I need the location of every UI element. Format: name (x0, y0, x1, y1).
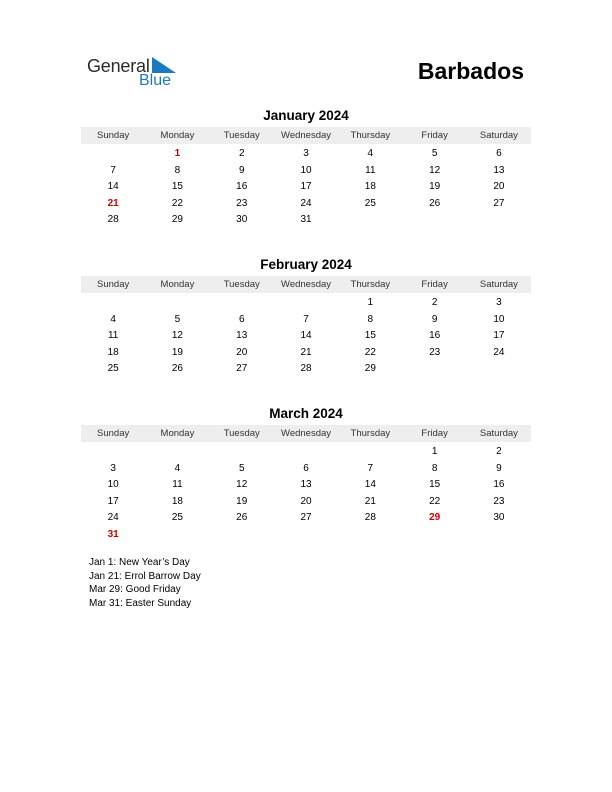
day-cell: 4 (367, 148, 374, 159)
day-cell: 14 (107, 181, 119, 192)
day-cell: 14 (364, 479, 376, 490)
weekday-label: Thursday (338, 276, 402, 293)
weekday-label: Sunday (81, 276, 145, 293)
day-cell: 17 (493, 330, 505, 341)
day-cell: 20 (493, 181, 505, 192)
day-cell: 5 (431, 148, 438, 159)
day-cell: 2 (431, 297, 438, 308)
day-cell: 8 (367, 313, 374, 325)
day-cell: 30 (493, 512, 505, 523)
week-row (81, 179, 531, 196)
month-title: January 2024 (263, 108, 349, 123)
day-cell: 27 (236, 363, 248, 374)
holiday-entry: Jan 21: Errol Barrow Day (89, 570, 201, 582)
day-cell: 21 (107, 197, 119, 209)
weekday-label: Tuesday (210, 425, 274, 442)
day-cell: 28 (364, 512, 376, 523)
day-cell: 19 (429, 181, 441, 192)
day-cell: 29 (364, 363, 376, 374)
day-cell: 29 (171, 214, 183, 225)
empty-day-cell (81, 444, 145, 461)
day-cell: 29 (429, 512, 441, 523)
month-title: February 2024 (260, 257, 352, 272)
month-february (81, 256, 531, 378)
empty-day-cell (467, 212, 531, 229)
day-cell: 30 (236, 214, 248, 225)
day-cell: 31 (107, 528, 119, 540)
week-row (81, 295, 531, 312)
day-cell: 13 (236, 330, 248, 341)
empty-day-cell (145, 444, 209, 461)
week-row (81, 510, 531, 527)
day-cell: 8 (431, 462, 438, 474)
weekday-label: Saturday (467, 425, 531, 442)
week-row (81, 312, 531, 329)
day-cell: 19 (171, 346, 183, 358)
day-cell: 28 (107, 214, 119, 225)
weekday-label: Thursday (338, 425, 402, 442)
week-row (81, 494, 531, 511)
day-cell: 10 (107, 479, 119, 490)
logo-blue-text: Blue (139, 72, 172, 89)
day-cell: 12 (236, 479, 248, 490)
day-cell: 2 (238, 148, 245, 159)
day-cell: 24 (300, 197, 312, 209)
day-cell: 18 (171, 495, 183, 507)
day-cell: 24 (107, 512, 119, 523)
day-cell: 18 (364, 181, 376, 192)
week-row (81, 477, 531, 494)
day-cell: 5 (238, 462, 245, 474)
day-cell: 1 (431, 446, 438, 457)
weekday-label: Tuesday (210, 127, 274, 144)
day-cell: 15 (171, 181, 183, 192)
weekday-label: Wednesday (274, 276, 338, 293)
empty-day-cell (210, 444, 274, 461)
logo-general-text: General (87, 56, 150, 76)
week-row (81, 361, 531, 378)
empty-day-cell (145, 527, 209, 544)
week-row (81, 163, 531, 180)
holiday-entry: Jan 1: New Year’s Day (89, 557, 190, 568)
day-cell: 20 (236, 346, 248, 358)
weekday-label: Monday (145, 276, 209, 293)
week-row (81, 444, 531, 461)
empty-day-cell (274, 295, 338, 312)
day-cell: 4 (110, 313, 116, 325)
day-cell: 16 (493, 479, 505, 490)
day-cell: 3 (303, 148, 309, 159)
empty-day-cell (402, 361, 466, 378)
day-cell: 23 (236, 197, 248, 209)
empty-day-cell (274, 444, 338, 461)
day-cell: 1 (367, 297, 374, 308)
day-cell: 1 (174, 148, 181, 159)
day-cell: 25 (107, 363, 119, 374)
logo-triangle-icon (152, 57, 176, 73)
day-cell: 22 (171, 197, 183, 209)
empty-day-cell (81, 295, 145, 312)
day-cell: 23 (493, 495, 505, 507)
empty-day-cell (402, 527, 466, 544)
weekday-label: Saturday (467, 276, 531, 293)
empty-day-cell (81, 146, 145, 163)
weekday-label: Tuesday (210, 276, 274, 293)
week-row (81, 196, 531, 213)
day-cell: 19 (236, 495, 248, 507)
day-cell: 11 (365, 164, 376, 176)
month-january (81, 107, 531, 229)
empty-day-cell (338, 527, 402, 544)
day-cell: 17 (107, 495, 119, 507)
day-cell: 14 (300, 330, 312, 341)
day-cell: 31 (300, 214, 312, 225)
weekday-label: Thursday (338, 127, 402, 144)
weekday-header-row (81, 276, 531, 293)
week-row (81, 461, 531, 478)
day-cell: 26 (236, 512, 248, 523)
day-cell: 25 (171, 512, 183, 523)
day-cell: 6 (238, 313, 245, 325)
weekday-label: Wednesday (274, 127, 338, 144)
day-cell: 27 (300, 512, 312, 523)
day-cell: 16 (429, 330, 441, 341)
day-cell: 26 (171, 363, 183, 374)
weekday-label: Sunday (81, 127, 145, 144)
day-cell: 17 (300, 181, 312, 192)
weekday-label: Wednesday (274, 425, 338, 442)
weekday-header-row (81, 127, 531, 144)
empty-day-cell (467, 527, 531, 544)
day-cell: 26 (429, 197, 441, 209)
empty-day-cell (338, 444, 402, 461)
day-cell: 22 (364, 346, 376, 358)
empty-day-cell (210, 295, 274, 312)
day-cell: 15 (364, 330, 376, 341)
empty-day-cell (402, 212, 466, 229)
day-cell: 7 (367, 462, 374, 474)
weekday-label: Monday (145, 127, 209, 144)
day-cell: 7 (110, 164, 116, 176)
weekday-label: Friday (402, 276, 466, 293)
day-cell: 6 (303, 462, 309, 474)
month-title: March 2024 (269, 406, 343, 421)
day-cell: 16 (236, 181, 248, 192)
day-cell: 5 (174, 313, 181, 325)
holiday-entry: Mar 31: Easter Sunday (89, 597, 192, 609)
month-march (81, 405, 531, 543)
weekday-label: Friday (402, 425, 466, 442)
day-cell: 11 (107, 330, 119, 341)
week-row (81, 212, 531, 229)
day-cell: 21 (300, 346, 312, 358)
day-cell: 28 (300, 363, 312, 374)
day-cell: 4 (174, 462, 181, 474)
weekday-label: Sunday (81, 425, 145, 442)
weekday-header-row (81, 425, 531, 442)
logo (87, 56, 187, 92)
day-cell: 8 (174, 164, 181, 176)
day-cell: 23 (429, 346, 441, 358)
weekday-label: Saturday (467, 127, 531, 144)
day-cell: 3 (496, 297, 502, 308)
week-row (81, 527, 531, 544)
day-cell: 9 (238, 164, 245, 176)
day-cell: 15 (429, 479, 441, 490)
weekday-label: Monday (145, 425, 209, 442)
week-row (81, 146, 531, 163)
day-cell: 13 (493, 164, 505, 176)
day-cell: 25 (364, 197, 376, 209)
day-cell: 7 (303, 313, 309, 325)
day-cell: 13 (300, 479, 312, 490)
day-cell: 2 (496, 446, 502, 457)
holiday-list (89, 556, 201, 610)
week-row (81, 345, 531, 362)
day-cell: 18 (107, 346, 119, 358)
day-cell: 9 (496, 462, 502, 474)
day-cell: 10 (300, 164, 312, 176)
day-cell: 10 (493, 313, 505, 325)
empty-day-cell (210, 527, 274, 544)
weekday-label: Friday (402, 127, 466, 144)
day-cell: 20 (300, 495, 312, 507)
day-cell: 11 (172, 479, 183, 490)
empty-day-cell (338, 212, 402, 229)
day-cell: 9 (431, 313, 438, 325)
day-cell: 3 (110, 462, 116, 474)
week-row (81, 328, 531, 345)
empty-day-cell (274, 527, 338, 544)
day-cell: 12 (429, 164, 441, 176)
holiday-entry: Mar 29: Good Friday (89, 584, 181, 595)
country-title: Barbados (417, 58, 524, 84)
day-cell: 21 (364, 495, 376, 507)
empty-day-cell (467, 361, 531, 378)
day-cell: 27 (493, 197, 505, 209)
day-cell: 22 (429, 495, 441, 507)
day-cell: 12 (171, 330, 183, 341)
day-cell: 6 (496, 148, 502, 159)
day-cell: 24 (493, 346, 505, 358)
empty-day-cell (145, 295, 209, 312)
